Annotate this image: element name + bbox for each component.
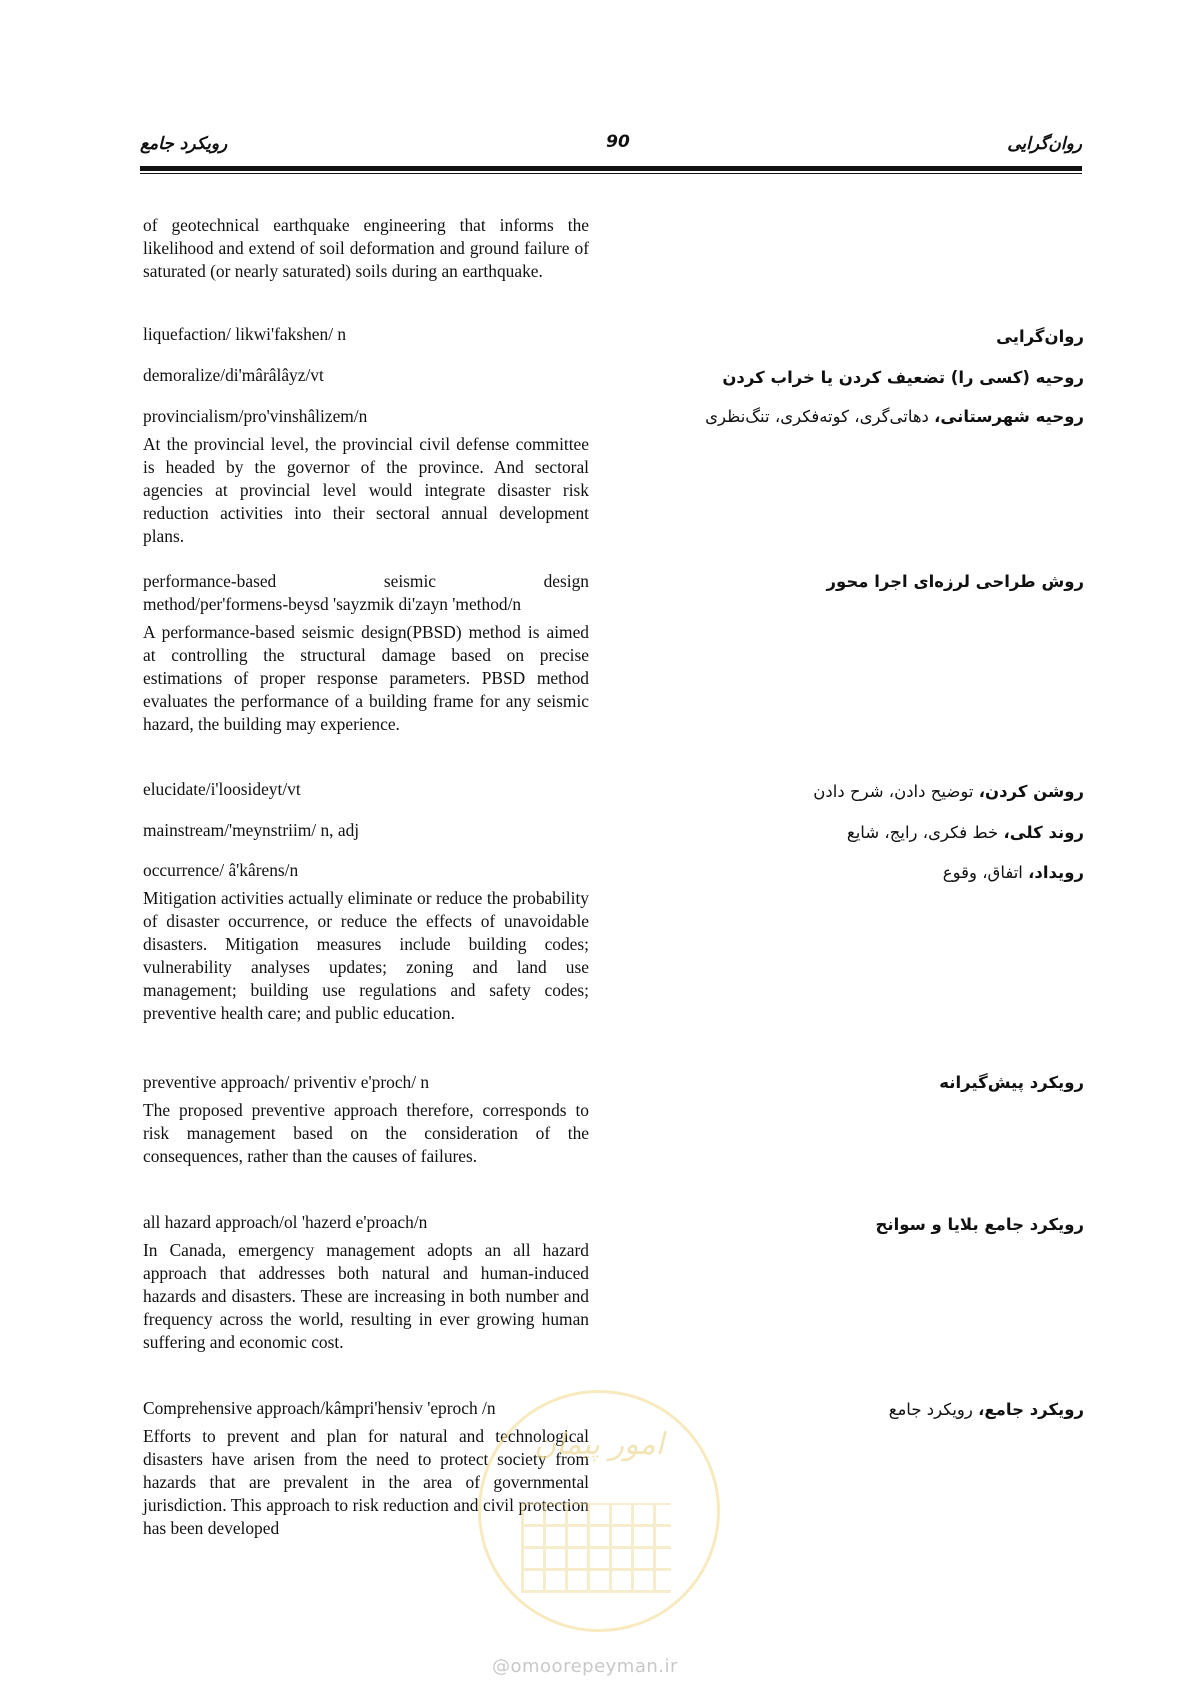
- entry-persian: [664, 821, 1084, 844]
- definition-text: Efforts to prevent and plan for natural and technological disasters have arisen from the need to protect society from hazards that are prevalent in the area of governmental jurisdiction. This approach to risk reduction and civil protection has been developed: [143, 1426, 589, 1538]
- persian-term: رویداد،: [1028, 863, 1084, 882]
- definition-text: In Canada, emergency management adopts an all hazard approach that addresses both natural and human-induced hazards and disasters. These are increasing in both number and frequency across the world, resulting in ever growing human suffering and economic cost.: [143, 1240, 589, 1352]
- persian-term: روش طراحی لرزه‌ای اجرا محور: [826, 572, 1084, 591]
- persian-term: روند کلی،: [1003, 823, 1084, 842]
- entry-term: [143, 819, 589, 842]
- entry-persian: [664, 405, 1084, 428]
- persian-term: روشن کردن،: [978, 782, 1084, 801]
- term-text: demoralize/di'mârâlâyz/vt: [143, 365, 324, 385]
- persian-meaning: خط فکری، رایج، شایع: [846, 823, 1004, 842]
- header-left-title: رویکرد جامع: [140, 134, 228, 154]
- term-text: mainstream/'meynstriim/ n, adj: [143, 820, 360, 840]
- page-number: 90: [606, 132, 630, 152]
- persian-term: رویکرد جامع بلایا و سوانح: [875, 1215, 1084, 1234]
- watermark-seal: [478, 1390, 720, 1632]
- entry-persian: [664, 366, 1084, 389]
- page-header: [140, 128, 1082, 172]
- persian-term: روحیه شهرستانی،: [934, 407, 1084, 426]
- entry-persian: [664, 325, 1084, 348]
- entry-term: [143, 778, 589, 801]
- entry-persian: [664, 1071, 1084, 1094]
- persian-term: روان‌گرایی: [996, 327, 1084, 346]
- term-text: preventive approach/ priventiv e'proch/ n: [143, 1072, 430, 1092]
- entry-term: [143, 405, 589, 548]
- entry-persian: [664, 1398, 1084, 1421]
- term-text: provincialism/pro'vinshâlizem/n: [143, 406, 368, 426]
- persian-meaning: رویکرد جامع: [888, 1400, 979, 1419]
- entry-term: [143, 323, 589, 346]
- entry-term: [143, 364, 589, 387]
- entry-term: [143, 1211, 589, 1354]
- header-rule-thick: [140, 166, 1082, 171]
- entry-persian: [664, 780, 1084, 803]
- persian-meaning: دهاتی‌گری، کوته‌فکری، تنگ‌نظری: [705, 407, 935, 426]
- definition-text: A performance-based seismic design(PBSD) method is aimed at controlling the structural damage based on precise estimations of proper response parameters. PBSD method evaluates the performance of a building frame for any seismic hazard, the building may experience.: [143, 622, 589, 734]
- term-text: performance-based seismic design: [143, 571, 589, 591]
- persian-meaning: توضیح دادن، شرح دادن: [813, 782, 979, 801]
- persian-term: روحیه (کسی را) تضعیف کردن یا خراب کردن: [722, 368, 1084, 387]
- watermark-logo-text: امور پیمان: [534, 1427, 664, 1462]
- definition-text: The proposed preventive approach therefore, corresponds to risk management based on the consideration of the consequences, rather than the causes of failures.: [143, 1100, 589, 1166]
- entry-persian: [664, 861, 1084, 884]
- persian-term: رویکرد پیش‌گیرانه: [939, 1073, 1084, 1092]
- header-right-title: روان‌گرایی: [1007, 134, 1082, 154]
- term-text: Comprehensive approach/kâmpri'hensiv 'eproch /n: [143, 1398, 496, 1418]
- entry-term: [143, 1071, 589, 1168]
- entry-persian: [664, 570, 1084, 593]
- term-text-cont: method/per'formens-beysd 'sayzmik di'zayn 'method/n: [143, 594, 522, 614]
- term-text: occurrence/ â'kârens/n: [143, 860, 299, 880]
- term-text: all hazard approach/ol 'hazerd e'proach/n: [143, 1212, 428, 1232]
- term-text: liquefaction/ likwi'fakshen/ n: [143, 324, 347, 344]
- header-rule-thin: [140, 173, 1082, 174]
- entry-term: [143, 859, 589, 1025]
- entry-persian: [664, 1213, 1084, 1236]
- term-text: elucidate/i'loosideyt/vt: [143, 779, 301, 799]
- watermark-footer: @omoorepeyman.ir: [492, 1656, 678, 1677]
- entry-term: [143, 570, 589, 736]
- intro-paragraph: of geotechnical earthquake engineering that informs the likelihood and extend of soil deformation and ground failure of saturated (or nearly saturated) soils during an earthquake.: [143, 215, 589, 281]
- definition-text: At the provincial level, the provincial civil defense committee is headed by the governor of the province. And sectoral agencies at provincial level would integrate disaster risk reduction activities into their sectoral annual development plans.: [143, 434, 589, 546]
- watermark-grid-icon: [521, 1503, 671, 1593]
- persian-term: رویکرد جامع،: [978, 1400, 1084, 1419]
- persian-meaning: اتفاق، وقوع: [942, 863, 1029, 882]
- definition-text: Mitigation activities actually eliminate or reduce the probability of disaster occurrence, or reduce the effects of unavoidable disasters. Mitigation measures include building codes; vulnerability analyses updates; zoning and land use management; building use regulations and safety codes; preventive health care; and public education.: [143, 888, 589, 1023]
